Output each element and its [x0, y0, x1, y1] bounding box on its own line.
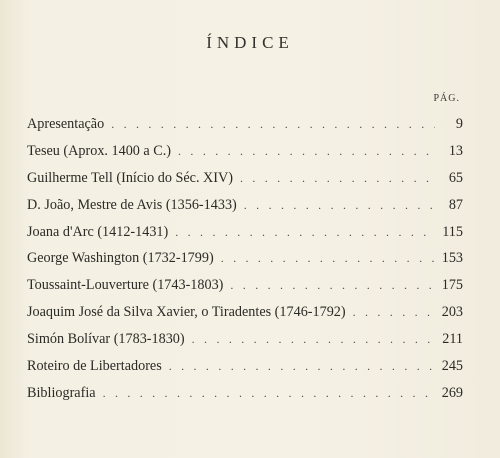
toc-entry [27, 197, 463, 224]
dot-leader [178, 144, 435, 159]
toc-entry-title: Roteiro de Libertadores [27, 358, 162, 375]
toc-entry [27, 358, 463, 385]
dot-leader [230, 278, 435, 293]
dot-leader [103, 386, 435, 401]
toc-entry-page: 153 [441, 250, 463, 267]
toc-entry-title: Teseu (Aprox. 1400 a C.) [27, 142, 172, 159]
toc-entry-page: 87 [448, 196, 463, 213]
toc-entry [27, 304, 463, 331]
toc-entry-title: Apresentação [27, 116, 105, 132]
toc-entry-title: Simón Bolívar (1783-1830) [27, 331, 185, 348]
toc-entry-page: 9 [455, 116, 463, 132]
toc-entry [27, 385, 463, 412]
toc-entry-page: 115 [442, 223, 463, 240]
dot-leader [192, 332, 435, 347]
toc-entry-page: 175 [441, 277, 463, 294]
page-column-header: PÁG. [433, 93, 460, 104]
toc-entry-title: Guilherme Tell (Início do Séc. XIV) [27, 169, 233, 186]
dot-leader [353, 305, 435, 320]
toc-entry [27, 331, 463, 358]
toc-entry [27, 277, 463, 304]
toc-entry-title: Joana d'Arc (1412-1431) [27, 223, 169, 240]
toc-entry-title: George Washington (1732-1799) [27, 250, 214, 267]
toc-entry-page: 269 [441, 384, 463, 401]
dot-leader [175, 225, 435, 240]
table-of-contents [27, 116, 463, 412]
toc-entry-title: Joaquim José da Silva Xavier, o Tiradentes (1746-1792) [27, 304, 346, 321]
dot-leader [244, 198, 435, 213]
dot-leader [169, 359, 435, 374]
toc-entry-page: 211 [442, 331, 463, 348]
dot-leader [111, 117, 435, 132]
dot-leader [221, 251, 435, 266]
dot-leader [240, 171, 435, 186]
toc-entry-page: 65 [448, 169, 463, 186]
toc-entry-title: D. João, Mestre de Avis (1356-1433) [27, 196, 237, 213]
toc-entry [27, 143, 463, 170]
toc-entry-page: 203 [441, 304, 463, 321]
toc-entry [27, 116, 463, 143]
toc-entry [27, 224, 463, 251]
page-title: ÍNDICE [206, 33, 294, 52]
toc-entry-title: Bibliografia [27, 384, 96, 401]
toc-entry [27, 170, 463, 197]
toc-entry-page: 245 [441, 358, 463, 375]
toc-entry-title: Toussaint-Louverture (1743-1803) [27, 277, 224, 294]
toc-entry-page: 13 [448, 142, 463, 159]
toc-entry [27, 250, 463, 277]
